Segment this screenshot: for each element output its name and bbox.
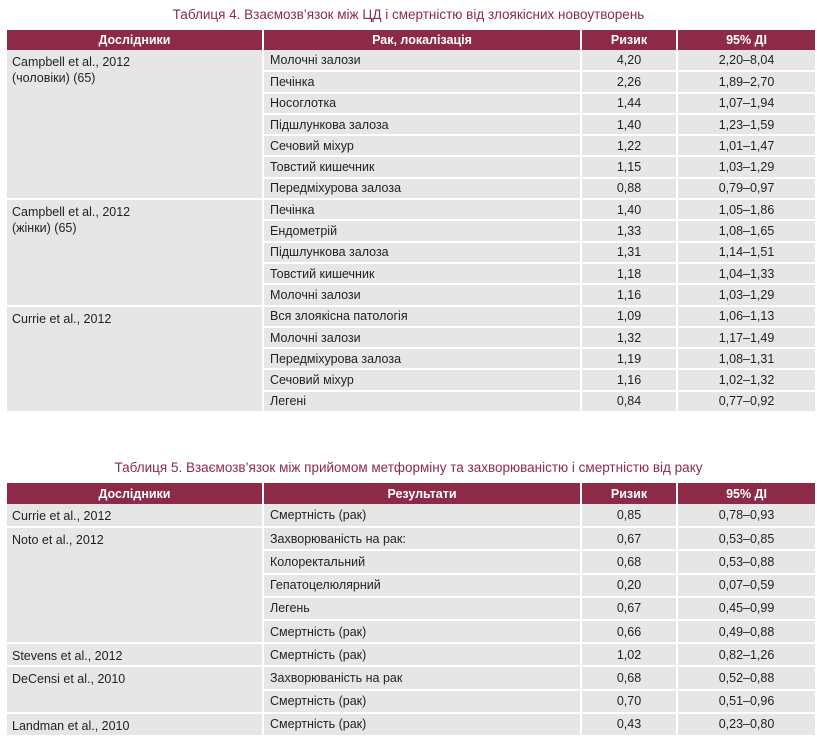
risk-cell: 4,20 <box>581 50 677 71</box>
ci-cell: 1,08–1,31 <box>677 348 815 369</box>
ci-cell: 0,52–0,88 <box>677 666 815 689</box>
ci-cell: 0,53–0,88 <box>677 550 815 573</box>
site-cell: Смертність (рак) <box>263 504 581 527</box>
site-cell: Колоректальний <box>263 550 581 573</box>
site-cell: Сечовий міхур <box>263 369 581 390</box>
ci-cell: 0,49–0,88 <box>677 620 815 643</box>
risk-cell: 0,67 <box>581 527 677 550</box>
risk-cell: 1,32 <box>581 327 677 348</box>
site-cell: Сечовий міхур <box>263 135 581 156</box>
risk-cell: 0,84 <box>581 391 677 412</box>
ci-cell: 1,03–1,29 <box>677 156 815 177</box>
risk-cell: 0,68 <box>581 666 677 689</box>
ci-cell: 1,08–1,65 <box>677 220 815 241</box>
ci-cell: 0,53–0,85 <box>677 527 815 550</box>
ci-cell: 1,05–1,86 <box>677 199 815 220</box>
risk-cell: 1,19 <box>581 348 677 369</box>
table-row <box>7 504 815 527</box>
risk-cell: 0,43 <box>581 713 677 736</box>
site-cell: Молочні залози <box>263 327 581 348</box>
site-cell: Захворюваність на рак <box>263 666 581 689</box>
table-row <box>7 713 815 736</box>
site-cell: Носоглотка <box>263 93 581 114</box>
study-cell: Stevens et al., 2012 <box>7 643 263 666</box>
risk-cell: 0,66 <box>581 620 677 643</box>
risk-cell: 0,70 <box>581 690 677 713</box>
table5-header-row <box>7 483 815 504</box>
risk-cell: 1,16 <box>581 284 677 305</box>
table-row <box>7 527 815 550</box>
study-cell: Campbell et al., 2012 (жінки) (65) <box>7 199 263 305</box>
site-cell: Смертність (рак) <box>263 643 581 666</box>
table4-header-study: Дослідники <box>7 30 263 50</box>
risk-cell: 1,22 <box>581 135 677 156</box>
ci-cell: 1,04–1,33 <box>677 263 815 284</box>
risk-cell: 0,20 <box>581 574 677 597</box>
table4-header-ci: 95% ДІ <box>677 30 815 50</box>
risk-cell: 1,18 <box>581 263 677 284</box>
ci-cell: 1,01–1,47 <box>677 135 815 156</box>
risk-cell: 1,44 <box>581 93 677 114</box>
table4-body <box>7 50 815 412</box>
risk-cell: 0,68 <box>581 550 677 573</box>
ci-cell: 1,02–1,32 <box>677 369 815 390</box>
site-cell: Вся злоякісна патологія <box>263 306 581 327</box>
site-cell: Смертність (рак) <box>263 620 581 643</box>
site-cell: Легені <box>263 391 581 412</box>
site-cell: Передміхурова залоза <box>263 178 581 199</box>
risk-cell: 1,40 <box>581 199 677 220</box>
site-cell: Молочні залози <box>263 50 581 71</box>
ci-cell: 0,77–0,92 <box>677 391 815 412</box>
ci-cell: 1,07–1,94 <box>677 93 815 114</box>
risk-cell: 0,88 <box>581 178 677 199</box>
site-cell: Підшлункова залоза <box>263 242 581 263</box>
site-cell: Передміхурова залоза <box>263 348 581 369</box>
table5-header-study: Дослідники <box>7 483 263 504</box>
site-cell: Печінка <box>263 71 581 92</box>
ci-cell: 2,20–8,04 <box>677 50 815 71</box>
table5-header-result: Результати <box>263 483 581 504</box>
table5-body <box>7 504 815 736</box>
risk-cell: 2,26 <box>581 71 677 92</box>
ci-cell: 0,23–0,80 <box>677 713 815 736</box>
study-cell: Noto et al., 2012 <box>7 527 263 643</box>
site-cell: Підшлункова залоза <box>263 114 581 135</box>
risk-cell: 0,85 <box>581 504 677 527</box>
table5-header-ci: 95% ДІ <box>677 483 815 504</box>
ci-cell: 1,03–1,29 <box>677 284 815 305</box>
site-cell: Товстий кишечник <box>263 156 581 177</box>
ci-cell: 1,06–1,13 <box>677 306 815 327</box>
site-cell: Смертність (рак) <box>263 713 581 736</box>
study-cell: Landman et al., 2010 <box>7 713 263 736</box>
ci-cell: 0,51–0,96 <box>677 690 815 713</box>
table5 <box>7 483 815 737</box>
site-cell: Захворюваність на рак: <box>263 527 581 550</box>
risk-cell: 1,02 <box>581 643 677 666</box>
risk-cell: 1,09 <box>581 306 677 327</box>
table4 <box>7 30 815 413</box>
ci-cell: 1,23–1,59 <box>677 114 815 135</box>
study-cell: DeCensi et al., 2010 <box>7 666 263 712</box>
table4-header-site: Рак, локалізація <box>263 30 581 50</box>
study-cell: Currie et al., 2012 <box>7 306 263 412</box>
risk-cell: 1,16 <box>581 369 677 390</box>
table5-header-risk: Ризик <box>581 483 677 504</box>
ci-cell: 1,14–1,51 <box>677 242 815 263</box>
ci-cell: 0,78–0,93 <box>677 504 815 527</box>
site-cell: Печінка <box>263 199 581 220</box>
table-row <box>7 306 815 327</box>
ci-cell: 0,82–1,26 <box>677 643 815 666</box>
table-row <box>7 199 815 220</box>
ci-cell: 0,79–0,97 <box>677 178 815 199</box>
table4-caption: Таблиця 4. Взаємозв’язок між ЦД і смертністю від злоякісних новоутворень <box>172 7 645 22</box>
site-cell: Ендометрій <box>263 220 581 241</box>
site-cell: Смертність (рак) <box>263 690 581 713</box>
study-cell: Campbell et al., 2012 (чоловіки) (65) <box>7 50 263 199</box>
ci-cell: 0,07–0,59 <box>677 574 815 597</box>
ci-cell: 0,45–0,99 <box>677 597 815 620</box>
table-row <box>7 50 815 71</box>
risk-cell: 1,31 <box>581 242 677 263</box>
risk-cell: 1,33 <box>581 220 677 241</box>
site-cell: Товстий кишечник <box>263 263 581 284</box>
table-row <box>7 643 815 666</box>
table-row <box>7 666 815 689</box>
risk-cell: 0,67 <box>581 597 677 620</box>
study-cell: Currie et al., 2012 <box>7 504 263 527</box>
site-cell: Гепатоцелюлярний <box>263 574 581 597</box>
risk-cell: 1,40 <box>581 114 677 135</box>
table5-caption: Таблиця 5. Взаємозв’язок між прийомом метформіну та захворюваністю і смертністю від раку <box>114 460 703 475</box>
risk-cell: 1,15 <box>581 156 677 177</box>
site-cell: Молочні залози <box>263 284 581 305</box>
table4-header-risk: Ризик <box>581 30 677 50</box>
site-cell: Легень <box>263 597 581 620</box>
table4-header-row <box>7 30 815 50</box>
ci-cell: 1,89–2,70 <box>677 71 815 92</box>
ci-cell: 1,17–1,49 <box>677 327 815 348</box>
